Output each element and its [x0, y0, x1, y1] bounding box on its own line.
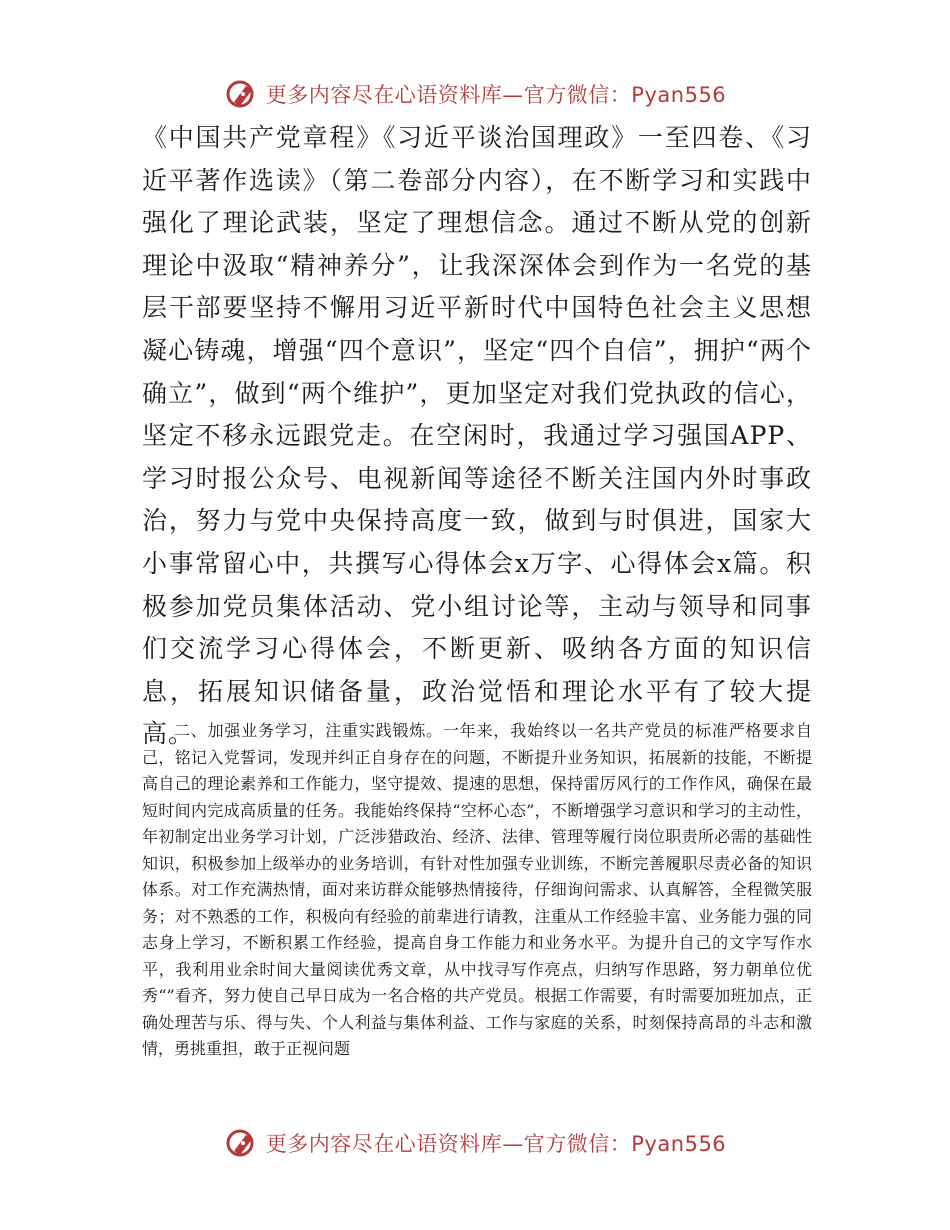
pen-nib-circle-icon	[224, 76, 260, 112]
watermark-text: 更多内容尽在心语资料库—官方微信：Pyan556	[265, 1132, 727, 1156]
pen-nib-circle-icon	[224, 1125, 260, 1161]
footer-watermark	[0, 1125, 950, 1161]
watermark-text: 更多内容尽在心语资料库—官方微信：Pyan556	[265, 83, 727, 107]
header-watermark	[0, 76, 950, 112]
body-paragraph-2: 二、加强业务学习，注重实践锻炼。一年来，我始终以一名共产党员的标准严格要求自己，铭记入党誓词，发现并纠正自身存在的问题，不断提升业务知识，拓展新的技能，不断提高自己的理论素养和工作能力，坚守提效、提速的思想，保持雷厉风行的工作作风，确保在最短时间内完成高质量的任务。我能始终保持“空杯心态”，不断增强学习意识和学习的主动性，年初制定出业务学习计划，广泛涉猎政治、经济、法律、管理等履行岗位职责所必需的基础性知识，积极参加上级举办的业务培训，有针对性加强专业训练，不断完善履职尽责必备的知识体系。对工作充满热情，面对来访群众能够热情接待，仔细询问需求、认真解答，全程微笑服务；对不熟悉的工作，积极向有经验的前辈进行请教，注重从工作经验丰富、业务能力强的同志身上学习，不断积累工作经验，提高自身工作能力和业务水平。为提升自己的文字写作水平，我利用业余时间大量阅读优秀文章，从中找寻写作亮点，归纳写作思路，努力朝单位优秀“”看齐，努力使自己早日成为一名合格的共产党员。根据工作需要，有时需要加班加点，正确处理苦与乐、得与失、个人利益与集体利益、工作与家庭的关系，时刻保持高昂的斗志和激情，勇挑重担，敢于正视问题	[142, 721, 812, 1058]
body-paragraph-1: 《中国共产党章程》《习近平谈治国理政》一至四卷、《习近平著作选读》（第二卷部分内容），在不断学习和实践中强化了理论武装，坚定了理想信念。通过不断从党的创新理论中汲取“精神养分”，让我深深体会到作为一名党的基层干部要坚持不懈用习近平新时代中国特色社会主义思想凝心铸魂，增强“四个意识”，坚定“四个自信”，拥护“两个确立”，做到“两个维护”，更加坚定对我们党执政的信心，坚定不移永远跟党走。在空闲时，我通过学习强国APP、学习时报公众号、电视新闻等途径不断关注国内外时事政治，努力与党中央保持高度一致，做到与时俱进，国家大小事常留心中，共撰写心得体会x万字、心得体会x篇。积极参加党员集体活动、党小组讨论等，主动与领导和同事们交流学习心得体会，不断更新、吸纳各方面的知识信息，拓展知识储备量，政治觉悟和理论水平有了较大提高。	[142, 123, 812, 749]
